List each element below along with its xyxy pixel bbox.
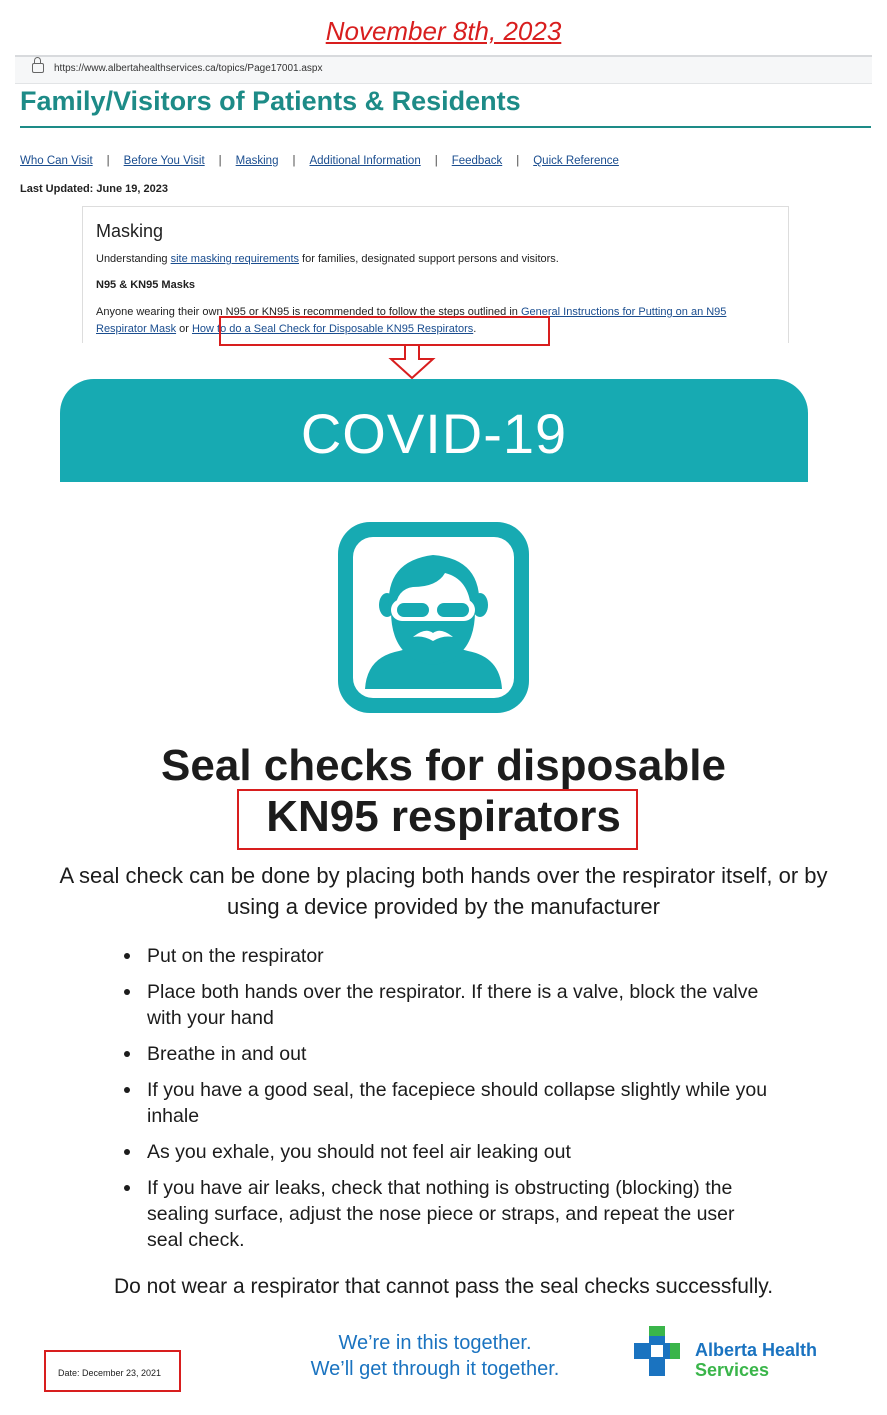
list-item: If you have air leaks, check that nothing is obstructing (blocking) the sealing surface, adjust the nose piece or straps, and repeat the user seal check. (124, 1175, 774, 1253)
slogan-line-1: We’re in this together. (338, 1332, 532, 1354)
banner-title: COVID-19 (300, 402, 568, 465)
masking-intro-prefix: Understanding (96, 253, 171, 265)
list-item: As you exhale, you should not feel air leaking out (124, 1139, 774, 1165)
n95-heading: N95 & KN95 Masks (96, 279, 196, 291)
annotation-arrow-down-icon (388, 344, 436, 380)
nav-link-before-you-visit[interactable]: Before You Visit (123, 155, 205, 167)
nav-separator: | (106, 155, 110, 167)
title-divider (20, 126, 871, 128)
poster-title-line-1: Seal checks for disposable (161, 741, 726, 790)
masking-body-middle: or (176, 323, 192, 335)
nav-link-masking[interactable]: Masking (235, 155, 279, 167)
masking-body-suffix: . (473, 323, 477, 335)
lock-icon (32, 63, 44, 73)
covid-banner (60, 379, 808, 482)
poster-warning: Do not wear a respirator that cannot pass the seal checks successfully. (113, 1275, 774, 1298)
list-item: Breathe in and out (124, 1041, 774, 1067)
list-item: Put on the respirator (124, 943, 774, 969)
annotation-highlight-title (237, 789, 638, 850)
list-item: Place both hands over the respirator. If there is a valve, block the valve with your hand (124, 979, 774, 1031)
ahs-wordmark-line-2: Services (695, 1360, 770, 1380)
masking-intro (96, 253, 559, 265)
annotation-date: November 8th, 2023 (325, 16, 562, 46)
page-title: Family/Visitors of Patients & Residents (20, 86, 521, 116)
ahs-wordmark-line-1: Alberta Health (695, 1340, 818, 1360)
nav-link-additional-information[interactable]: Additional Information (309, 155, 421, 167)
seal-check-steps (124, 943, 774, 1263)
masking-intro-suffix: for families, designated support persons and visitors. (299, 253, 559, 265)
nav-separator: | (292, 155, 296, 167)
slogan-line-2: We’ll get through it together. (310, 1358, 560, 1380)
masking-body-prefix: Anyone wearing their own N95 or KN95 is recommended to follow the steps outlined in (96, 306, 521, 318)
masking-heading: Masking (96, 221, 164, 241)
annotation-highlight-link (219, 316, 550, 346)
ahs-wordmark (695, 1340, 817, 1380)
ahs-cross-logo-icon (634, 1326, 680, 1376)
kn95-seal-check-link[interactable]: How to do a Seal Check for Disposable KN95 Respirators (191, 323, 474, 335)
nav-link-who-can-visit[interactable]: Who Can Visit (20, 155, 93, 167)
site-masking-requirements-link[interactable]: site masking requirements (170, 253, 299, 265)
poster-subtitle: A seal check can be done by placing both hands over the respirator itself, or by using a device provided by the manufacturer (59, 863, 828, 919)
poster-date: Date: December 23, 2021 (58, 1368, 162, 1378)
poster-title-line-2: KN95 respirators (266, 792, 621, 841)
nav-link-quick-reference[interactable]: Quick Reference (533, 155, 619, 167)
nav-separator: | (516, 155, 520, 167)
list-item: If you have a good seal, the facepiece should collapse slightly while you inhale (124, 1077, 774, 1129)
page-nav (20, 155, 619, 167)
mask-person-icon (333, 517, 534, 718)
nav-separator: | (434, 155, 438, 167)
n95-instructions-link[interactable]: General Instructions for Putting on an N95 Respirator Mask (96, 306, 727, 335)
address-bar[interactable] (15, 55, 872, 84)
nav-link-feedback[interactable]: Feedback (451, 155, 503, 167)
last-updated: Last Updated: June 19, 2023 (20, 183, 168, 195)
footer-slogan (280, 1330, 590, 1382)
url-text[interactable]: https://www.albertahealthservices.ca/topics/Page17001.aspx (54, 63, 323, 74)
nav-separator: | (218, 155, 222, 167)
